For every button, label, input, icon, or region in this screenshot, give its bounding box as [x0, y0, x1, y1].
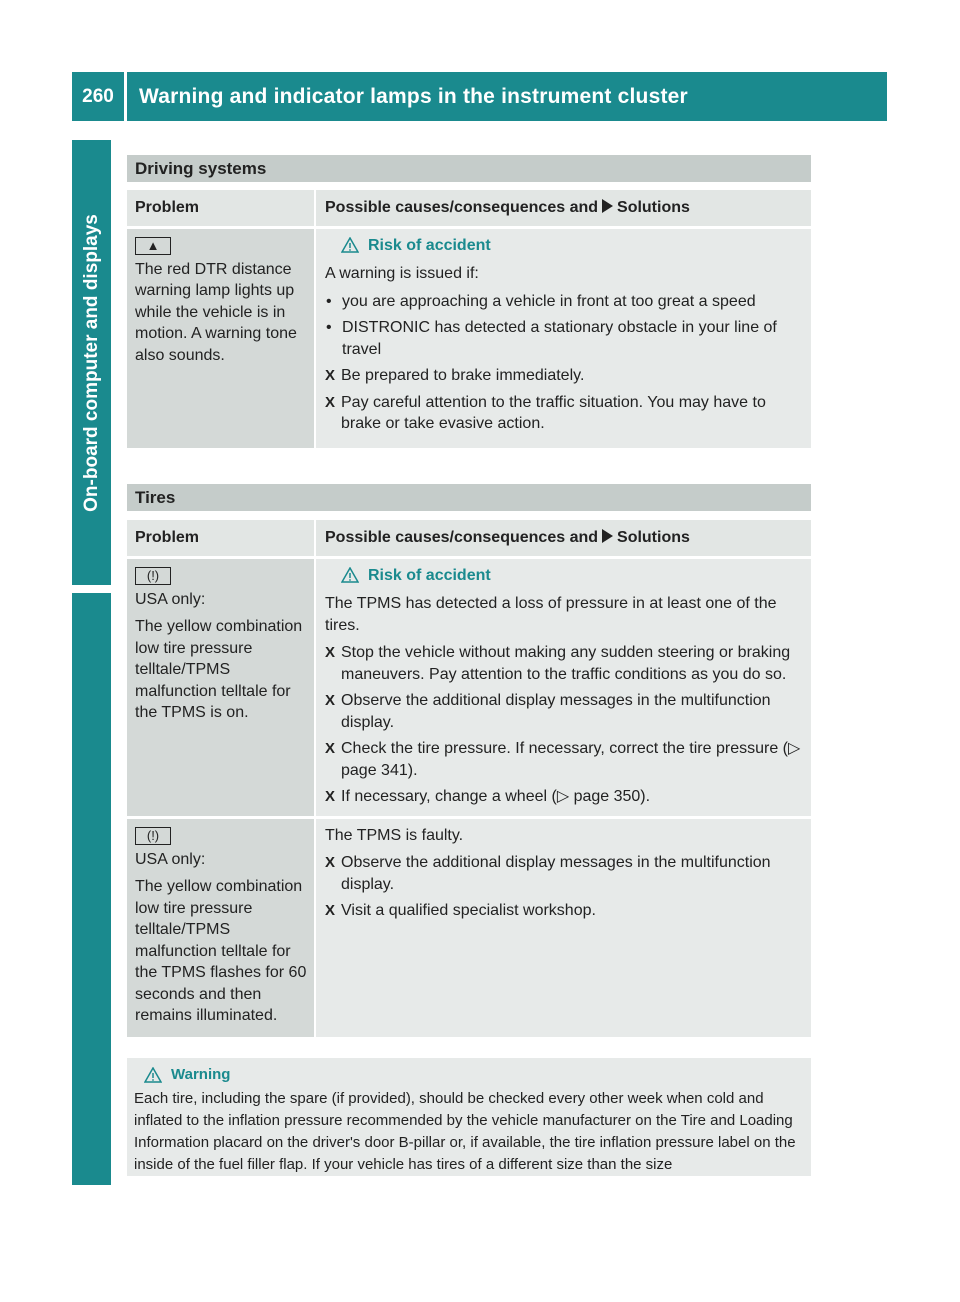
warning-triangle-icon [341, 237, 359, 253]
action-item: X Be prepared to brake immediately. [325, 365, 805, 387]
action-item: X If necessary, change a wheel (▷ page 350). [325, 786, 805, 808]
action-item: X Check the tire pressure. If necessary, correct the tire pressure (▷ page 341). [325, 738, 805, 781]
table-row [127, 229, 811, 448]
action-x-icon: X [325, 788, 336, 805]
solutions-cell [316, 229, 811, 448]
side-tab-bar [72, 593, 111, 1185]
warning-triangle-icon [144, 1067, 162, 1083]
chapter-side-tab [72, 140, 111, 585]
action-x-icon: X [325, 854, 336, 871]
tire-pressure-lamp-icon: (!) [135, 567, 171, 585]
action-x-icon: X [325, 740, 336, 757]
chapter-label: On-board computer and displays [80, 213, 102, 512]
risk-heading: Risk of accident [325, 565, 805, 587]
problem-text: The red DTR distance warning lamp lights up while the vehicle is in motion. A warning tone also sounds. [135, 260, 297, 364]
warning-box [127, 1058, 811, 1176]
usa-only-label: USA only: [135, 850, 206, 868]
intro-text: The TPMS has detected a loss of pressure in at least one of the tires. [325, 595, 777, 634]
page-header [72, 72, 887, 121]
list-item: • DISTRONIC has detected a stationary obstacle in your line of travel [326, 319, 777, 358]
col-solutions-header: Possible causes/consequences and Solutions [316, 520, 811, 556]
table-row [127, 559, 811, 816]
intro-text: A warning is issued if: [325, 265, 479, 282]
tire-pressure-lamp-icon: (!) [135, 827, 171, 845]
problem-cell [127, 559, 314, 816]
action-x-icon: X [325, 393, 336, 411]
col-problem-header: Problem [127, 520, 314, 556]
warning-text: Each tire, including the spare (if provided), should be checked every other week when cold and inflated to the inflation pressure recommended by the vehicle manufacturer on the Tire and Loading Information placard on the driver's door B-pillar or, if available, the tire inflation pressure label on the inside of the fuel filler flap. If your vehicle has tires of a different size than the size [134, 1090, 796, 1173]
problem-text: The yellow combination low tire pressure telltale/TPMS malfunction telltale for the TPMS is on. [135, 618, 303, 721]
table-header-row [127, 520, 811, 556]
action-x-icon: X [325, 692, 336, 709]
action-x-icon: X [325, 367, 336, 384]
action-item: X Stop the vehicle without making any sudden steering or braking maneuvers. Pay attention to the traffic conditions as you do so. [325, 642, 805, 685]
problem-text: The yellow combination low tire pressure telltale/TPMS malfunction telltale for the TPMS flashes for 60 seconds and then remains illuminated. [135, 878, 307, 1024]
action-item: X Visit a qualified specialist workshop. [325, 900, 805, 922]
action-item: X Observe the additional display messages in the multifunction display. [325, 852, 805, 895]
warning-heading: Warning [134, 1064, 805, 1086]
page-number: 260 [82, 85, 114, 107]
col-solutions-header: Possible causes/consequences and Solutions [316, 190, 811, 226]
intro-text: The TPMS is faulty. [325, 826, 464, 844]
section-title-tires: Tires [127, 484, 811, 511]
warning-triangle-icon [341, 567, 359, 583]
distance-warning-lamp-icon: ▲ [135, 237, 171, 255]
table-header-row [127, 190, 811, 226]
driving-table [127, 190, 811, 448]
col-problem-header: Problem [127, 190, 314, 226]
problem-cell [127, 819, 314, 1037]
page-title: Warning and indicator lamps in the instrument cluster [139, 84, 688, 108]
usa-only-label: USA only: [135, 590, 206, 608]
action-x-icon: X [325, 902, 336, 919]
solutions-cell [316, 819, 811, 1037]
tires-table [127, 520, 811, 1037]
list-item: • you are approaching a vehicle in front at too great a speed [326, 292, 756, 310]
problem-cell [127, 229, 314, 448]
action-x-icon: X [325, 644, 336, 661]
action-item: X Pay careful attention to the traffic situation. You may have to brake or take evasive action. [325, 392, 805, 435]
table-row [127, 819, 811, 1037]
play-arrow-icon [602, 529, 613, 543]
risk-heading: Risk of accident [325, 235, 805, 257]
play-arrow-icon [602, 199, 613, 213]
solutions-cell [316, 559, 811, 816]
action-item: X Observe the additional display messages in the multifunction display. [325, 690, 805, 733]
section-title-driving: Driving systems [127, 155, 811, 182]
